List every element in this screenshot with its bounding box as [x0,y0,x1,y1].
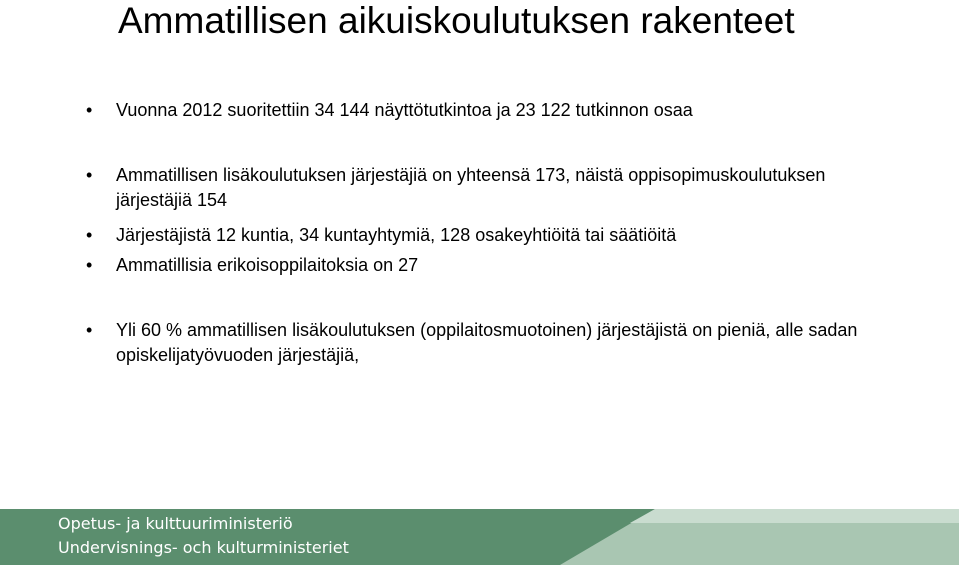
ministry-name-swedish: Undervisnings- och kulturministeriet [58,538,349,557]
bullet-item [86,98,876,123]
bullet-text: Ammatillisia erikoisoppilaitoksia on 27 [116,255,419,275]
bullet-text: Ammatillisen lisäkoulutuksen järjestäjiä on yhteensä 173, näistä oppisopimuskoulutuksen järjestäjiä 154 [116,165,826,210]
bullet-item [86,223,876,248]
bullet-icon: • [86,100,93,120]
bullet-item [86,318,876,368]
bullet-icon: • [86,255,93,275]
slide-title: Ammatillisen aikuiskoulutuksen rakenteet [118,0,795,41]
bullet-icon: • [86,320,93,340]
bullet-icon: • [86,165,93,185]
bullet-text: Vuonna 2012 suoritettiin 34 144 näyttötutkintoa ja 23 122 tutkinnon osaa [116,100,693,120]
bullet-item [86,163,876,213]
bullet-text: Yli 60 % ammatillisen lisäkoulutuksen (oppilaitosmuotoinen) järjestäjistä on pieniä, alle sadan opiskelijatyövuoden järjestäjiä, [116,320,858,365]
footer-band [0,509,959,565]
bullet-item [86,253,876,278]
ministry-name-finnish: Opetus- ja kulttuuriministeriö [58,514,293,533]
bullet-text: Järjestäjistä 12 kuntia, 34 kuntayhtymiä, 128 osakeyhtiöitä tai säätiöitä [116,225,677,245]
footer-mid-stripe [630,509,959,523]
bullet-icon: • [86,225,93,245]
